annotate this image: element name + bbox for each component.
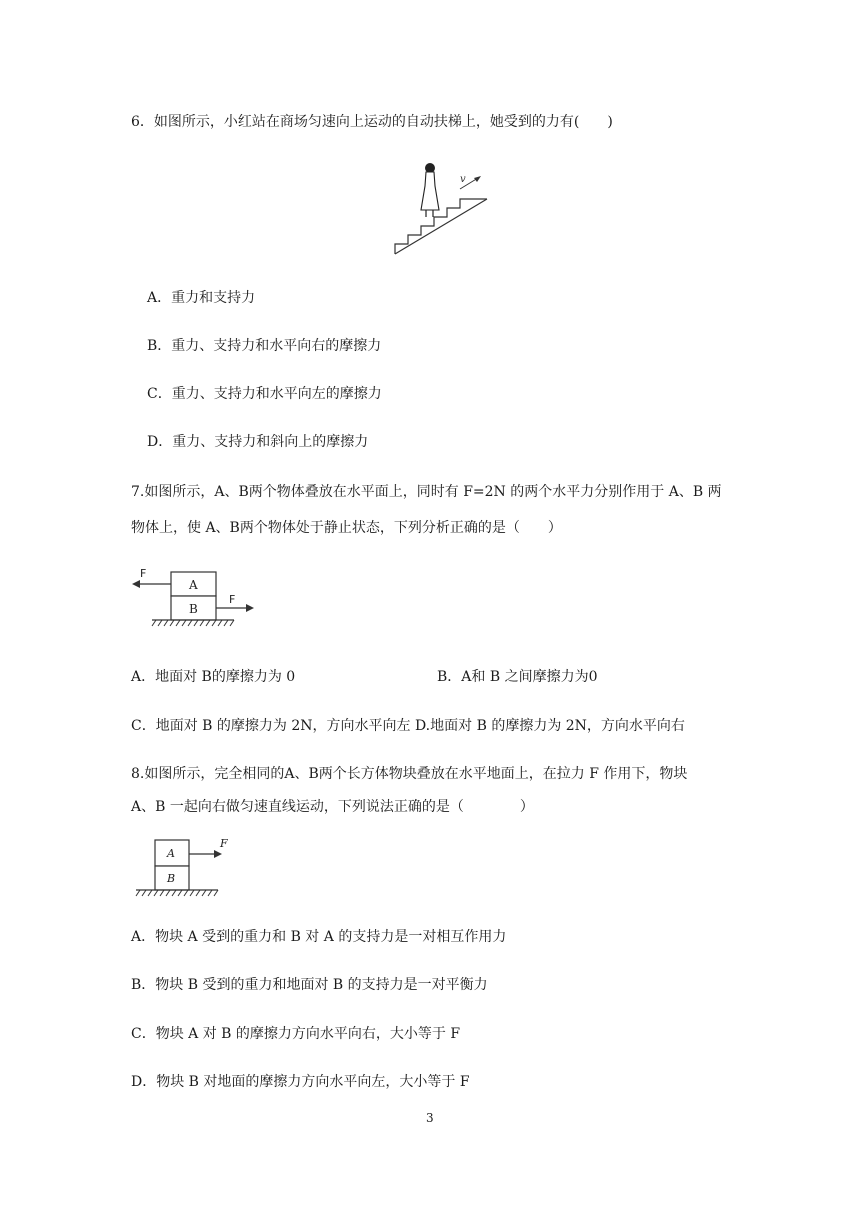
q6-stem: 6．如图所示，小红站在商场匀速向上运动的自动扶梯上，她受到的力有( ) <box>131 114 613 130</box>
q8-blocks-figure <box>130 834 230 904</box>
q7-stem-line1: 7.如图所示，A、B两个物体叠放在水平面上，同时有 F=2N 的两个水平力分别作用于 A、B 两 <box>131 484 722 500</box>
q7-force-right-label: F <box>229 593 236 606</box>
q8-stem-line2: A、B 一起向右做匀速直线运动，下列说法正确的是（ ） <box>131 799 534 815</box>
q7-stem-line2: 物体上，使 A、B两个物体处于静止状态，下列分析正确的是（ ） <box>131 520 562 536</box>
page-number: 3 <box>426 1111 434 1125</box>
q7-force-left-label: F <box>140 567 147 580</box>
q8-block-a-label: A <box>167 847 175 860</box>
q8-option-c: C．物块 A 对 B 的摩擦力方向水平向右，大小等于 F <box>131 1026 461 1042</box>
q8-stem-line1: 8.如图所示，完全相同的A、B两个长方体物块叠放在水平地面上，在拉力 F 作用下，物块 <box>131 766 688 782</box>
q7-block-b-label: B <box>189 602 198 616</box>
q6-option-a: A．重力和支持力 <box>147 290 256 306</box>
q6-escalator-figure <box>390 158 494 258</box>
q8-option-d: D．物块 B 对地面的摩擦力方向水平向左，大小等于 F <box>131 1074 470 1090</box>
q8-option-b: B．物块 B 受到的重力和地面对 B 的支持力是一对平衡力 <box>131 977 488 993</box>
q6-option-d: D．重力、支持力和斜向上的摩擦力 <box>147 434 369 450</box>
q8-option-a: A．物块 A 受到的重力和 B 对 A 的支持力是一对相互作用力 <box>131 929 507 945</box>
q6-velocity-label: v <box>460 174 466 185</box>
q8-force-label: F <box>220 837 228 850</box>
q7-option-a: A．地面对 B的摩擦力为 0 <box>131 669 296 685</box>
q7-block-a-label: A <box>189 578 198 592</box>
q7-option-cd: C．地面对 B 的摩擦力为 2N，方向水平向左 D.地面对 B 的摩擦力为 2N，方向水平向右 <box>131 718 685 734</box>
q6-option-b: B．重力、支持力和水平向右的摩擦力 <box>147 338 382 354</box>
q7-option-b: B．A和 B 之间摩擦力为0 <box>437 669 598 685</box>
q6-option-c: C．重力、支持力和水平向左的摩擦力 <box>147 386 382 402</box>
q7-blocks-figure <box>128 565 260 631</box>
q8-block-b-label: B <box>167 872 176 885</box>
